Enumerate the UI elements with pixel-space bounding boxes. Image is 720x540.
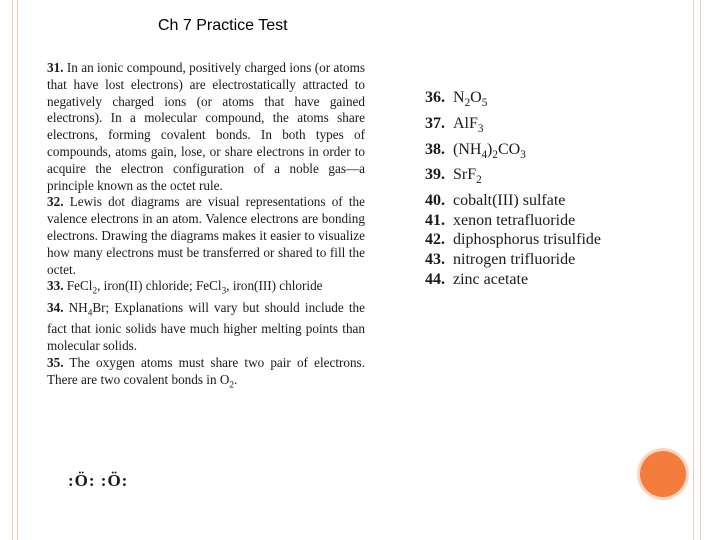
answer-number: 39. xyxy=(425,166,445,184)
answer-number: 41. xyxy=(425,211,445,229)
formula-text: Br xyxy=(92,299,106,315)
answer-number: 31. xyxy=(47,60,64,75)
formula: SrF$_2$ xyxy=(453,166,482,187)
answers-left-column xyxy=(47,60,365,393)
slide-title: Ch 7 Practice Test xyxy=(158,17,288,34)
answer-number: 38. xyxy=(425,140,445,158)
formula: $(NH_4)_2CO_3$ xyxy=(453,140,526,161)
slide-border-left-outer xyxy=(12,0,13,540)
answer-number: 43. xyxy=(425,250,445,268)
answer-41 xyxy=(425,211,630,231)
formula-text: FeCl xyxy=(66,278,93,294)
answer-31 xyxy=(47,60,365,194)
answer-36 xyxy=(425,88,630,114)
formula-text: FeCl xyxy=(195,278,222,294)
answer-number: 34. xyxy=(47,299,64,315)
answer-32 xyxy=(47,194,365,278)
slide-border-right-inner xyxy=(693,0,694,540)
answer-text: cobalt(III) sulfate xyxy=(453,192,566,210)
answer-34 xyxy=(47,300,365,355)
formula-subscript: 2 xyxy=(229,379,234,390)
answer-number: 33. xyxy=(47,278,64,294)
answers-right-column xyxy=(425,88,630,289)
lewis-structure-o2: :Ö: :Ö: xyxy=(68,471,129,490)
answer-number: 35. xyxy=(47,354,64,370)
answer-text: nitrogen trifluoride xyxy=(453,250,576,268)
answer-text: . xyxy=(234,371,238,387)
formula-subscript: 4 xyxy=(87,307,93,318)
answer-text: diphosphorus trisulfide xyxy=(453,231,601,249)
answer-text: , iron(II) chloride; xyxy=(97,278,196,294)
answer-number: 42. xyxy=(425,231,445,249)
formula-text: NH xyxy=(68,299,88,315)
answer-43 xyxy=(425,250,630,270)
formula: $N_2O_5$ xyxy=(453,89,488,110)
answer-number: 44. xyxy=(425,270,445,288)
slide-border-right-outer xyxy=(700,0,701,540)
formula: AlF$_3$ xyxy=(453,114,484,135)
answer-number: 37. xyxy=(425,114,445,132)
answer-text: In an ionic compound, positively charged ions (or atoms that have lost electrons) are electrostatically attracted to negatively charged ions (or atoms that have gained electrons). In a molecular compound, the atoms share electrons, forming covalent bonds. In both types of compounds, atoms gain, lose, or share electrons in order to acquire the electron configuration of a noble gas—a principle known as the octet rule. xyxy=(47,60,365,193)
answer-text: zinc acetate xyxy=(453,270,529,288)
answer-number: 32. xyxy=(47,194,64,210)
answer-42 xyxy=(425,230,630,250)
answer-number: 40. xyxy=(425,192,445,210)
answer-text: ; Explanations will vary but should include the fact that ionic solids have much higher melting points than molecular solids. xyxy=(47,299,365,354)
answer-37 xyxy=(425,114,630,140)
formula-subscript: 3 xyxy=(221,286,227,296)
slide-border-left-inner xyxy=(17,0,18,540)
answer-text: xenon tetrafluoride xyxy=(453,211,576,229)
answer-38 xyxy=(425,140,630,166)
answer-text: The oxygen atoms must share two pair of electrons. There are two covalent bonds in O xyxy=(47,354,365,387)
answer-number: 36. xyxy=(425,89,445,106)
formula-subscript: 2 xyxy=(92,286,98,296)
decorative-orange-circle xyxy=(640,451,686,497)
answer-40 xyxy=(425,191,630,211)
answer-35 xyxy=(47,355,365,393)
answer-44 xyxy=(425,270,630,290)
answer-39 xyxy=(425,165,630,191)
answer-33 xyxy=(47,278,365,299)
answer-text: Lewis dot diagrams are visual representations of the valence electrons in an atom. Valence electrons are bonding electrons. Drawing the diagrams makes it easier to visualize how many electrons must be transferred or shared to fill the octet. xyxy=(47,194,365,277)
answer-text: , iron(III) chloride xyxy=(226,278,323,294)
